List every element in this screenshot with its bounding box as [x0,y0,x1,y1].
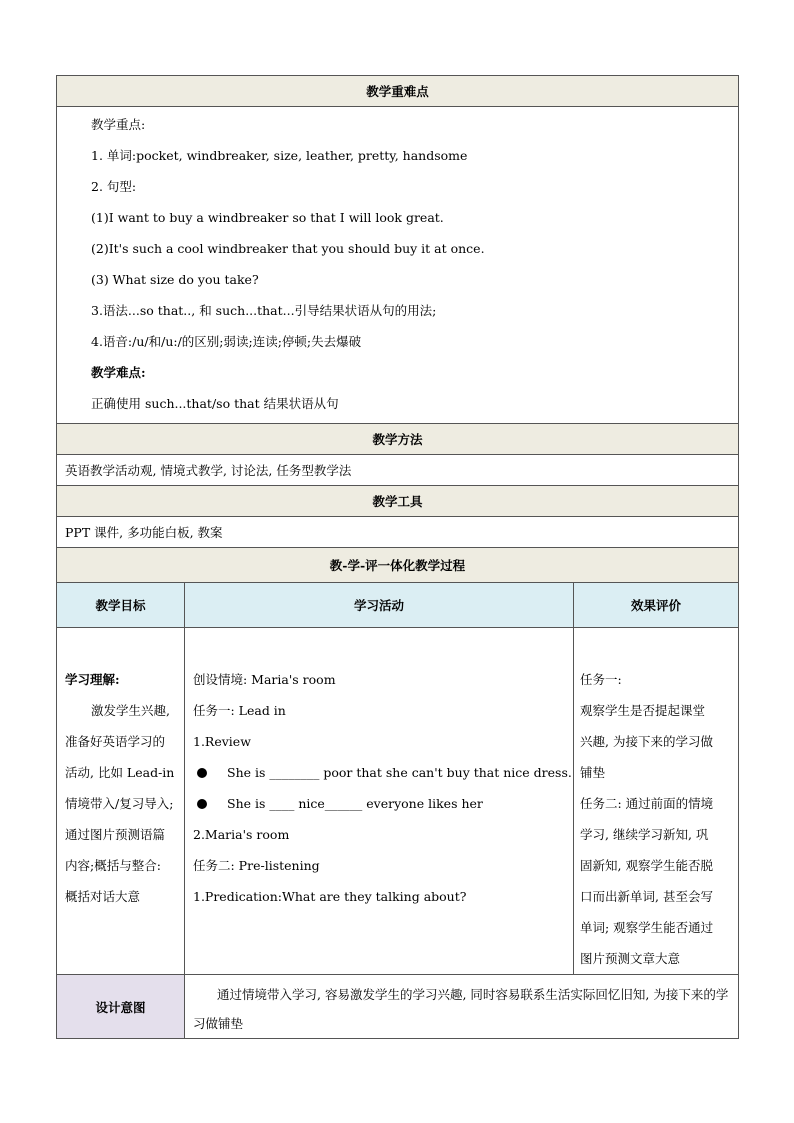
eval-line: 图片预测文章大意 [580,951,681,966]
activity-cell [185,628,574,975]
design-intent-text [185,975,739,1039]
activity-context: 创设情境: Maria's room [193,672,336,687]
activity-room: 2.Maria's room [193,827,290,842]
lesson-plan-page [56,75,738,1039]
bullet-icon [197,768,207,778]
design-intent-body: 通过情境带入学习, 容易激发学生的学习兴趣, 同时容易联系生活实际回忆旧知, 为接下来的学习做铺垫 [193,987,729,1031]
activity-task-1: 任务一: Lead in [193,703,286,718]
objective-line: 情境带入/复习导入; [65,796,174,811]
key-point-words: 1. 单词:pocket, windbreaker, size, leather, pretty, handsome [91,148,468,163]
key-sentence-2: (2)It's such a cool windbreaker that you should buy it at once. [91,241,485,256]
objective-line: 内容;概括与整合: [65,858,161,873]
col-objective-header: 教学目标 [57,583,185,628]
eval-line: 任务一: [580,672,622,687]
key-point-phonetics: 4.语音:/u/和/u:/的区别;弱读;连读;停顿;失去爆破 [91,334,362,349]
bullet-text: She is ____ nice______ everyone likes her [227,796,483,811]
activity-review: 1.Review [193,734,251,749]
bullet-text: She is ________ poor that she can't buy that nice dress. [227,765,572,780]
objective-line: 概括对话大意 [65,889,141,904]
activity-prediction: 1.Predication:What are they talking about? [193,889,467,904]
key-point-sentences-label: 2. 句型: [91,179,137,194]
methods-text: 英语教学活动观, 情境式教学, 讨论法, 任务型教学法 [57,455,739,486]
tools-header: 教学工具 [57,486,739,517]
bullet-icon [197,799,207,809]
focus-content [57,107,739,424]
eval-cell [574,628,739,975]
col-activity-header: 学习活动 [185,583,574,628]
eval-line: 固新知, 观察学生能否脱 [580,858,713,873]
difficult-points-text: 正确使用 such...that/so that 结果状语从句 [91,396,339,411]
eval-line: 观察学生是否提起课堂 [580,703,706,718]
eval-line: 口而出新单词, 甚至会写 [580,889,713,904]
objective-line: 通过图片预测语篇 [65,827,166,842]
key-point-grammar: 3.语法...so that.., 和 such...that...引导结果状语从句的用法; [91,303,437,318]
objective-title: 学习理解: [65,672,120,687]
key-points-label: 教学重点: [91,117,146,132]
methods-header: 教学方法 [57,424,739,455]
eval-line: 任务二: 通过前面的情境 [580,796,714,811]
eval-line: 兴趣, 为接下来的学习做 [580,734,713,749]
focus-header: 教学重难点 [57,76,739,107]
objective-line: 准备好英语学习的 [65,734,166,749]
key-sentence-3: (3) What size do you take? [91,272,259,287]
eval-line: 铺垫 [580,765,606,780]
key-sentence-1: (1)I want to buy a windbreaker so that I will look great. [91,210,444,225]
activity-bullet-2 [193,788,567,819]
objective-line: 活动, 比如 Lead-in [65,765,175,780]
objective-cell [57,628,185,975]
objective-line: 激发学生兴趣, [91,703,170,718]
difficult-points-label: 教学难点: [91,365,146,380]
lesson-plan-table [56,75,739,1039]
col-eval-header: 效果评价 [574,583,739,628]
activity-task-2: 任务二: Pre-listening [193,858,320,873]
design-intent-label: 设计意图 [57,975,185,1039]
eval-line: 学习, 继续学习新知, 巩 [580,827,709,842]
tools-text: PPT 课件, 多功能白板, 教案 [57,517,739,548]
process-header: 教-学-评一体化教学过程 [57,548,739,583]
eval-line: 单词; 观察学生能否通过 [580,920,714,935]
activity-bullet-1 [193,757,572,788]
